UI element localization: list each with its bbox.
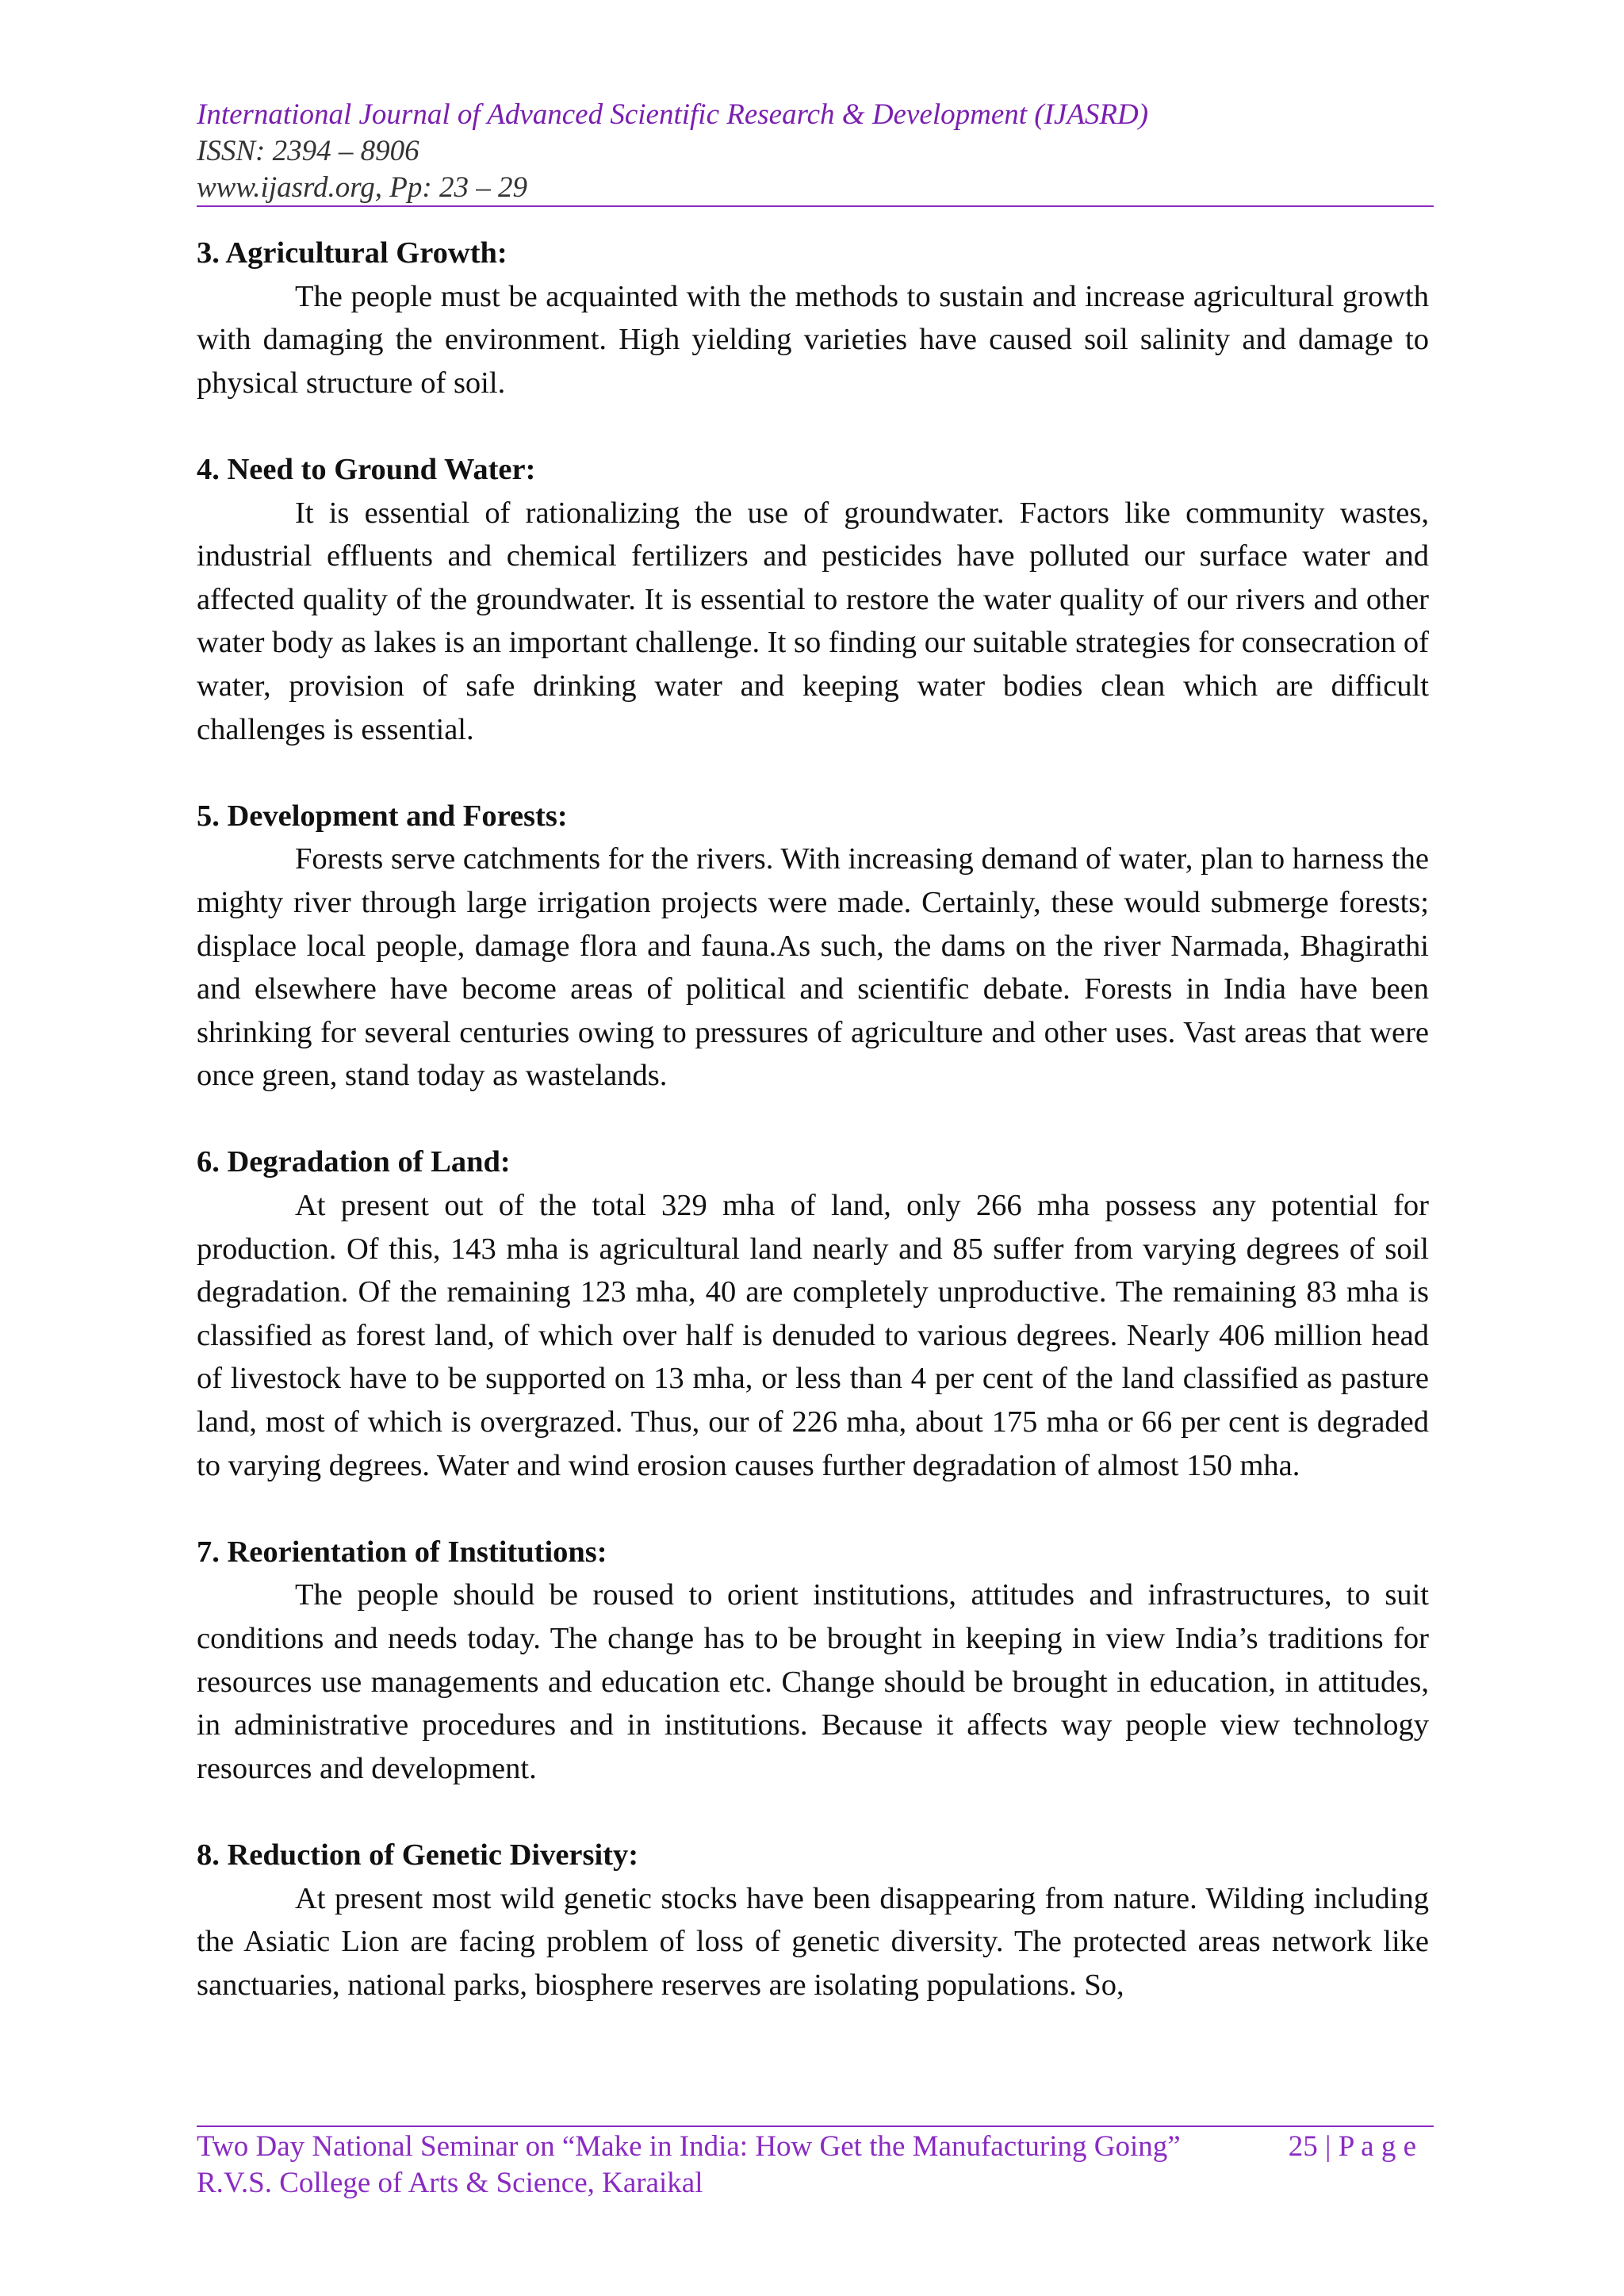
section-heading: 8. Reduction of Genetic Diversity: [197,1838,639,1872]
seminar-title: Two Day National Seminar on “Make in India: How Get the Manufacturing Going” [197,2130,1181,2163]
footer-divider [197,2125,1434,2127]
journal-title: International Journal of Advanced Scientific Research & Development (IJASRD) [197,98,1149,131]
section-heading: 3. Agricultural Growth: [197,236,508,270]
footer-top-row [197,2129,1434,2165]
section-heading: 4. Need to Ground Water: [197,452,536,486]
section-agricultural-growth [197,232,1429,404]
running-header [197,97,1434,206]
section-paragraph: The people should be roused to orient institutions, attitudes and infrastructures, to suit conditions and needs today. The change has to be brought in keeping in view India’s traditions for resources use managements and education etc. Change should be brought in education, in attitudes, in administrative procedures and in institutions. Because it affects way people view technology resources and development. [197,1578,1429,1785]
website-pages-line: www.ijasrd.org, Pp: 23 – 29 [197,171,527,204]
section-paragraph: At present out of the total 329 mha of land, only 266 mha possess any potential for production. Of this, 143 mha is agricultural land nearly and 85 suffer from varying degrees of soil degradation. Of the remaining 123 mha, 40 are completely unproductive. The remaining 83 mha is classified as forest land, of which over half is denuded to various degrees. Nearly 406 million head of livestock have to be supported on 13 mha, or less than 4 per cent of the land classified as pasture land, most of which is overgrazed. Thus, our of 226 mha, about 175 mha or 66 per cent is degraded to varying degrees. Water and wind erosion causes further degradation of almost 150 mha. [197,1189,1429,1482]
header-divider [197,205,1434,207]
section-development-forests [197,795,1429,1098]
section-paragraph: At present most wild genetic stocks have been disappearing from nature. Wilding including the Asiatic Lion are facing problem of loss of genetic diversity. The protected areas network like sanctuaries, national parks, biosphere reserves are isolating populations. So, [197,1881,1429,2002]
page-number: 25 | P a g e [1288,2130,1416,2163]
section-degradation-land [197,1140,1429,1487]
section-heading: 5. Development and Forests: [197,799,568,833]
section-heading: 6. Degradation of Land: [197,1145,511,1179]
section-heading: 7. Reorientation of Institutions: [197,1535,607,1569]
section-ground-water [197,448,1429,751]
section-reorientation-institutions [197,1531,1429,1791]
section-paragraph: It is essential of rationalizing the use of groundwater. Factors like community wastes, industrial effluents and chemical fertilizers and pesticides have polluted our surface water and affected quality of the groundwater. It is essential to restore the water quality of our rivers and other water body as lakes is an important challenge. It so finding our suitable strategies for consecration of water, provision of safe drinking water and keeping water bodies clean which are difficult challenges is essential. [197,496,1429,746]
running-footer [197,2129,1434,2202]
article-body [197,232,1429,2050]
section-genetic-diversity [197,1834,1429,2007]
issn-line: ISSN: 2394 – 8906 [197,135,419,167]
section-paragraph: Forests serve catchments for the rivers. With increasing demand of water, plan to harness the mighty river through large irrigation projects were made. Certainly, these would submerge forests; displace local people, damage flora and fauna.As such, the dams on the river Narmada, Bhagirathi and elsewhere have become areas of political and scientific debate. Forests in India have been shrinking for several centuries owing to pressures of agriculture and other uses. Vast areas that were once green, stand today as wastelands. [197,842,1429,1093]
college-name: R.V.S. College of Arts & Science, Karaikal [197,2167,703,2199]
section-paragraph: The people must be acquainted with the methods to sustain and increase agricultural growth with damaging the environment. High yielding varieties have caused soil salinity and damage to physical structure of soil. [197,279,1429,400]
